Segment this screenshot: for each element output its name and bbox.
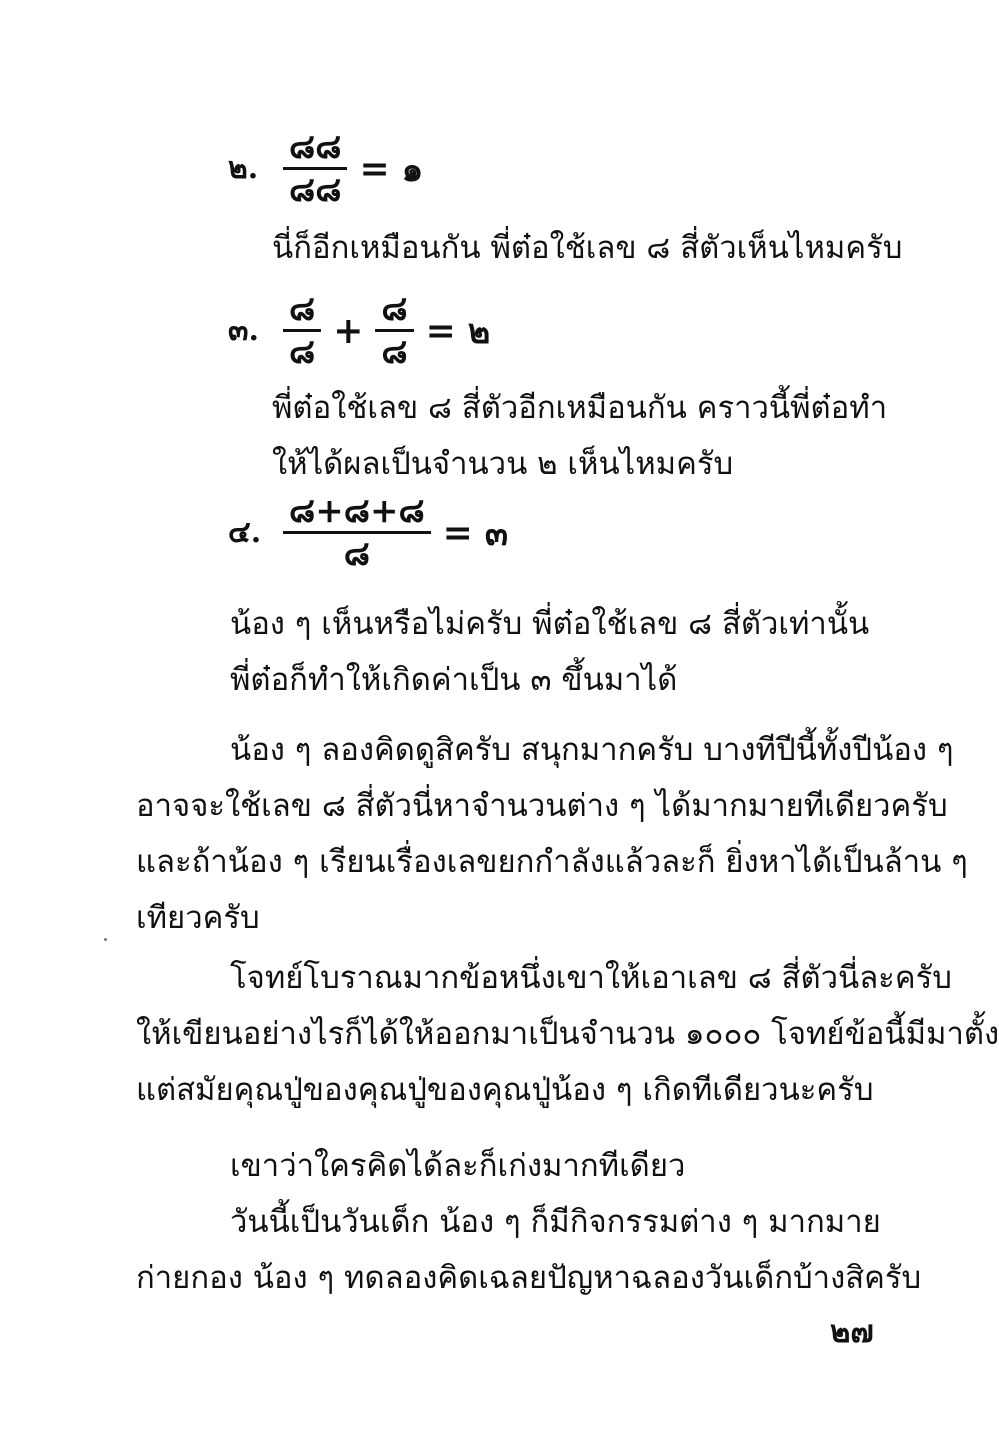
paragraph-5 (136, 950, 999, 1118)
fraction (283, 290, 321, 371)
text-line: พี่ต๋อใช้เลข ๘ สี่ตัวอีกเหมือนกัน คราวนี้พี่ต๋อทำ (272, 390, 888, 426)
fraction-numerator: ๘ (289, 289, 316, 329)
paragraph-1 (272, 220, 902, 276)
equals-sign: = (442, 511, 473, 554)
fraction-numerator: ๘๘ (289, 127, 342, 167)
fraction-denominator: ๘๘ (289, 170, 342, 210)
text-line: ให้เขียนอย่างไรก็ได้ให้ออกมาเป็นจำนวน ๑๐๐๐ โจทย์ข้อนี้มีมาตั้ง (136, 1016, 999, 1052)
equation-2 (228, 128, 423, 209)
equals-sign: = (425, 309, 456, 352)
text-line: โจทย์โบราณมากข้อหนึ่งเขาให้เอาเลข ๘ สี่ตัวนี่ละครับ (230, 960, 952, 996)
equation-result: ๒ (467, 311, 491, 352)
paragraph-2 (272, 380, 887, 492)
equation-3 (228, 290, 490, 371)
text-line: ก่ายกอง น้อง ๆ ทดลองคิดเฉลยปัญหาฉลองวันเด็กบ้างสิครับ (136, 1260, 922, 1296)
fraction-denominator: ๘ (381, 332, 408, 372)
equation-label: ๔. (228, 515, 262, 550)
equation-result: ๑ (401, 149, 424, 190)
paragraph-4 (136, 722, 968, 946)
paragraph-6 (136, 1138, 921, 1306)
text-line: น้อง ๆ เห็นหรือไม่ครับ พี่ต๋อใช้เลข ๘ สี่ตัวเท่านั้น (230, 606, 870, 642)
fraction (283, 128, 347, 209)
fraction-denominator: ๘ (289, 332, 316, 372)
fraction (283, 492, 431, 573)
fraction-numerator: ๘+๘+๘ (289, 491, 425, 531)
text-line: เทียวครับ (136, 900, 260, 936)
text-line: นี่ก็อีกเหมือนกัน พี่ต๋อใช้เลข ๘ สี่ตัวเห็นไหมครับ (272, 230, 903, 266)
text-line: พี่ต๋อก็ทำให้เกิดค่าเป็น ๓ ขึ้นมาได้ (230, 662, 678, 698)
fraction-numerator: ๘ (381, 289, 408, 329)
text-line: แต่สมัยคุณปู่ของคุณปู่ของคุณปู่น้อง ๆ เกิดทีเดียวนะครับ (136, 1072, 874, 1108)
equation-result: ๓ (484, 513, 509, 554)
fraction (375, 290, 413, 371)
text-line: เขาว่าใครคิดได้ละก็เก่งมากทีเดียว (230, 1148, 686, 1184)
fraction-denominator: ๘ (343, 534, 370, 574)
equation-4 (228, 492, 508, 573)
text-line: ให้ได้ผลเป็นจำนวน ๒ เห็นไหมครับ (272, 446, 734, 482)
page-number: ๒๗ (830, 1314, 874, 1350)
equation-label: ๓. (228, 313, 259, 348)
plus-sign: + (333, 309, 364, 352)
scan-speck (104, 938, 107, 941)
text-line: น้อง ๆ ลองคิดดูสิครับ สนุกมากครับ บางทีปีนี้ทั้งปีน้อง ๆ (230, 732, 954, 768)
equation-label: ๒. (228, 151, 259, 186)
equals-sign: = (359, 147, 390, 190)
text-line: อาจจะใช้เลข ๘ สี่ตัวนี่หาจำนวนต่าง ๆ ได้มากมายทีเดียวครับ (136, 788, 948, 824)
text-line: วันนี้เป็นวันเด็ก น้อง ๆ ก็มีกิจกรรมต่าง ๆ มากมาย (230, 1204, 881, 1240)
paragraph-3 (230, 596, 869, 708)
text-line: และถ้าน้อง ๆ เรียนเรื่องเลขยกกำลังแล้วละก็ ยิ่งหาได้เป็นล้าน ๆ (136, 844, 968, 880)
